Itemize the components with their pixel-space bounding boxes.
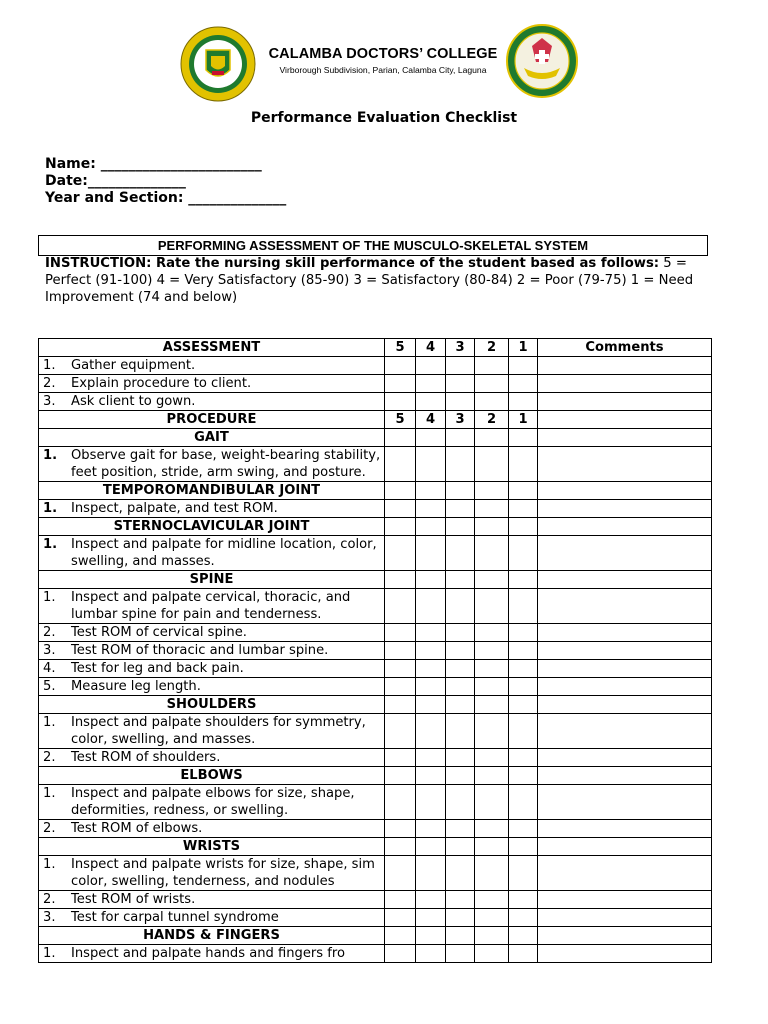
item-number: 5.	[43, 679, 56, 694]
section-score-cell[interactable]	[475, 767, 509, 785]
item-cell	[39, 642, 385, 660]
section-score-cell[interactable]	[509, 838, 538, 856]
item-cell	[39, 660, 385, 678]
item-cell	[39, 820, 385, 838]
item-text: Test ROM of wrists.	[71, 892, 196, 907]
checklist-banner: PERFORMING ASSESSMENT OF THE MUSCULO-SKELETAL SYSTEM	[38, 235, 708, 256]
item-score-cell[interactable]	[509, 785, 538, 820]
item-score-cell[interactable]	[475, 714, 509, 749]
item-text: Test for leg and back pain.	[71, 661, 244, 676]
item-score-cell[interactable]	[385, 447, 416, 482]
item-score-cell[interactable]	[446, 891, 475, 909]
item-cell	[39, 785, 385, 820]
item-text: Inspect and palpate elbows for size, shape, deformities, redness, or swelling.	[71, 786, 355, 818]
checklist-table	[38, 338, 712, 963]
document-title: Performance Evaluation Checklist	[250, 110, 518, 126]
item-score-cell[interactable]	[475, 624, 509, 642]
table-row	[39, 856, 712, 891]
item-comment-cell[interactable]	[538, 357, 712, 375]
table-row	[39, 357, 712, 375]
item-score-cell[interactable]	[475, 357, 509, 375]
section-score-cell[interactable]	[446, 518, 475, 536]
header-score-2: 2	[475, 339, 509, 357]
section-score-cell[interactable]	[446, 927, 475, 945]
college-address: Virborough Subdivision, Parian, Calamba City, Laguna	[279, 65, 487, 75]
item-score-cell[interactable]	[385, 749, 416, 767]
item-number: 4.	[43, 661, 56, 676]
item-number: 2.	[43, 625, 56, 640]
item-score-cell[interactable]	[509, 660, 538, 678]
section-comment-cell[interactable]	[538, 838, 712, 856]
item-score-cell[interactable]	[385, 660, 416, 678]
section-score-cell[interactable]	[416, 571, 446, 589]
table-row	[39, 820, 712, 838]
section-comment-cell[interactable]	[538, 927, 712, 945]
assessment-header-row	[39, 339, 712, 357]
item-score-cell[interactable]	[446, 500, 475, 518]
item-score-cell[interactable]	[446, 447, 475, 482]
section-title: STERNOCLAVICULAR JOINT	[39, 518, 385, 536]
section-score-cell[interactable]	[509, 767, 538, 785]
item-score-cell[interactable]	[385, 393, 416, 411]
item-number: 3.	[43, 910, 56, 925]
item-score-cell[interactable]	[416, 785, 446, 820]
section-score-cell[interactable]	[509, 429, 538, 447]
item-score-cell[interactable]	[416, 624, 446, 642]
item-score-cell[interactable]	[416, 678, 446, 696]
item-number: 1.	[43, 857, 56, 872]
item-cell	[39, 357, 385, 375]
section-score-cell[interactable]	[446, 696, 475, 714]
section-score-cell[interactable]	[416, 696, 446, 714]
item-score-cell[interactable]	[416, 500, 446, 518]
item-score-cell[interactable]	[385, 678, 416, 696]
checklist-body	[39, 339, 712, 963]
item-score-cell[interactable]	[416, 714, 446, 749]
section-row	[39, 696, 712, 714]
item-score-cell[interactable]	[475, 536, 509, 571]
item-number: 2.	[43, 892, 56, 907]
item-number: 1.	[43, 358, 56, 373]
item-comment-cell[interactable]	[538, 447, 712, 482]
item-score-cell[interactable]	[509, 820, 538, 838]
item-number: 3.	[43, 643, 56, 658]
instruction-label: INSTRUCTION:	[45, 256, 152, 271]
section-title: WRISTS	[39, 838, 385, 856]
section-score-cell[interactable]	[509, 571, 538, 589]
item-score-cell[interactable]	[475, 393, 509, 411]
item-score-cell[interactable]	[416, 642, 446, 660]
section-score-cell[interactable]	[385, 927, 416, 945]
item-score-cell[interactable]	[475, 660, 509, 678]
item-score-cell[interactable]	[446, 536, 475, 571]
table-row	[39, 642, 712, 660]
section-row	[39, 767, 712, 785]
college-seal-left-icon	[180, 26, 256, 102]
name-field: Name: _______________________	[45, 156, 262, 172]
table-row	[39, 393, 712, 411]
instruction-text	[45, 255, 735, 306]
item-cell	[39, 500, 385, 518]
item-score-cell[interactable]	[385, 536, 416, 571]
section-row	[39, 838, 712, 856]
item-score-cell[interactable]	[446, 749, 475, 767]
item-cell	[39, 891, 385, 909]
section-comment-cell[interactable]	[538, 571, 712, 589]
item-score-cell[interactable]	[416, 447, 446, 482]
item-score-cell[interactable]	[475, 447, 509, 482]
item-number: 3.	[43, 394, 56, 409]
item-score-cell[interactable]	[416, 357, 446, 375]
table-row	[39, 624, 712, 642]
item-cell	[39, 393, 385, 411]
item-number: 1.	[43, 786, 56, 801]
item-score-cell[interactable]	[416, 375, 446, 393]
section-score-cell[interactable]	[475, 518, 509, 536]
section-row	[39, 482, 712, 500]
item-score-cell[interactable]	[416, 589, 446, 624]
item-score-cell[interactable]	[509, 678, 538, 696]
table-row	[39, 909, 712, 927]
section-score-cell[interactable]	[416, 482, 446, 500]
item-number: 1.	[43, 448, 58, 463]
item-score-cell[interactable]	[475, 375, 509, 393]
item-score-cell[interactable]	[509, 945, 538, 963]
table-row	[39, 536, 712, 571]
item-comment-cell[interactable]	[538, 678, 712, 696]
section-score-cell[interactable]	[475, 927, 509, 945]
section-score-cell[interactable]	[385, 767, 416, 785]
procedure-comment-cell	[538, 411, 712, 429]
item-comment-cell[interactable]	[538, 393, 712, 411]
table-row	[39, 749, 712, 767]
item-score-cell[interactable]	[475, 589, 509, 624]
table-row	[39, 945, 712, 963]
item-score-cell[interactable]	[509, 447, 538, 482]
header-score-3: 3	[446, 339, 475, 357]
header-procedure: PROCEDURE	[39, 411, 385, 429]
item-score-cell[interactable]	[446, 820, 475, 838]
item-score-cell[interactable]	[446, 357, 475, 375]
header-score-4: 4	[416, 339, 446, 357]
item-score-cell[interactable]	[446, 856, 475, 891]
item-score-cell[interactable]	[416, 909, 446, 927]
item-score-cell[interactable]	[446, 945, 475, 963]
item-number: 1.	[43, 946, 56, 961]
item-text: Observe gait for base, weight-bearing stability, feet position, stride, arm swing, and posture.	[71, 448, 381, 480]
table-row	[39, 714, 712, 749]
section-row	[39, 571, 712, 589]
section-score-cell[interactable]	[385, 482, 416, 500]
item-score-cell[interactable]	[475, 642, 509, 660]
item-score-cell[interactable]	[385, 357, 416, 375]
item-score-cell[interactable]	[475, 749, 509, 767]
item-score-cell[interactable]	[509, 375, 538, 393]
item-score-cell[interactable]	[509, 749, 538, 767]
item-comment-cell[interactable]	[538, 714, 712, 749]
section-row	[39, 518, 712, 536]
procedure-score-header: 4	[416, 411, 446, 429]
date-field: Date:______________	[45, 173, 186, 189]
table-row	[39, 660, 712, 678]
item-score-cell[interactable]	[509, 891, 538, 909]
college-name: CALAMBA DOCTORS’ COLLEGE	[268, 46, 498, 62]
item-number: 1.	[43, 501, 58, 516]
section-score-cell[interactable]	[416, 927, 446, 945]
section-score-cell[interactable]	[509, 927, 538, 945]
item-cell	[39, 714, 385, 749]
item-cell	[39, 856, 385, 891]
section-score-cell[interactable]	[475, 429, 509, 447]
section-score-cell[interactable]	[446, 429, 475, 447]
section-score-cell[interactable]	[446, 767, 475, 785]
item-cell	[39, 909, 385, 927]
item-score-cell[interactable]	[475, 785, 509, 820]
section-comment-cell[interactable]	[538, 767, 712, 785]
section-comment-cell[interactable]	[538, 696, 712, 714]
section-score-cell[interactable]	[446, 838, 475, 856]
section-title: GAIT	[39, 429, 385, 447]
item-cell	[39, 945, 385, 963]
item-score-cell[interactable]	[416, 820, 446, 838]
header-assessment: ASSESSMENT	[39, 339, 385, 357]
table-row	[39, 678, 712, 696]
year-section-field: Year and Section: ______________	[45, 190, 287, 206]
item-comment-cell[interactable]	[538, 589, 712, 624]
college-seal-right-icon	[506, 24, 578, 98]
item-text: Test ROM of elbows.	[71, 821, 203, 836]
item-score-cell[interactable]	[416, 749, 446, 767]
table-row	[39, 891, 712, 909]
item-score-cell[interactable]	[416, 856, 446, 891]
item-comment-cell[interactable]	[538, 945, 712, 963]
section-score-cell[interactable]	[416, 429, 446, 447]
section-score-cell[interactable]	[446, 571, 475, 589]
item-comment-cell[interactable]	[538, 909, 712, 927]
item-text: Gather equipment.	[71, 358, 196, 373]
section-score-cell[interactable]	[475, 482, 509, 500]
item-comment-cell[interactable]	[538, 624, 712, 642]
item-text: Inspect, palpate, and test ROM.	[71, 501, 278, 516]
item-cell	[39, 749, 385, 767]
item-score-cell[interactable]	[416, 393, 446, 411]
item-score-cell[interactable]	[385, 856, 416, 891]
section-score-cell[interactable]	[509, 482, 538, 500]
item-score-cell[interactable]	[475, 856, 509, 891]
section-comment-cell[interactable]	[538, 429, 712, 447]
item-score-cell[interactable]	[475, 909, 509, 927]
item-comment-cell[interactable]	[538, 785, 712, 820]
item-score-cell[interactable]	[416, 660, 446, 678]
item-text: Inspect and palpate wrists for size, shape, sim color, swelling, tenderness, and nodules	[71, 857, 375, 889]
item-text: Test ROM of thoracic and lumbar spine.	[71, 643, 329, 658]
item-score-cell[interactable]	[509, 393, 538, 411]
section-score-cell[interactable]	[416, 838, 446, 856]
section-title: SPINE	[39, 571, 385, 589]
header-comments: Comments	[538, 339, 712, 357]
instruction-bold: Rate the nursing skill performance of the student based as follows:	[151, 256, 660, 271]
item-score-cell[interactable]	[446, 375, 475, 393]
item-score-cell[interactable]	[446, 785, 475, 820]
item-score-cell[interactable]	[475, 945, 509, 963]
item-score-cell[interactable]	[509, 536, 538, 571]
item-comment-cell[interactable]	[538, 500, 712, 518]
section-score-cell[interactable]	[385, 696, 416, 714]
item-text: Measure leg length.	[71, 679, 201, 694]
item-comment-cell[interactable]	[538, 375, 712, 393]
item-text: Inspect and palpate for midline location, color, swelling, and masses.	[71, 537, 377, 569]
item-score-cell[interactable]	[385, 589, 416, 624]
table-row	[39, 589, 712, 624]
header-score-5: 5	[385, 339, 416, 357]
item-cell	[39, 678, 385, 696]
procedure-header-row	[39, 411, 712, 429]
item-score-cell[interactable]	[385, 624, 416, 642]
item-score-cell[interactable]	[475, 678, 509, 696]
section-score-cell[interactable]	[416, 767, 446, 785]
section-score-cell[interactable]	[385, 838, 416, 856]
item-text: Inspect and palpate cervical, thoracic, and lumbar spine for pain and tenderness.	[71, 590, 351, 622]
procedure-score-header: 5	[385, 411, 416, 429]
section-title: HANDS & FINGERS	[39, 927, 385, 945]
item-cell	[39, 536, 385, 571]
item-score-cell[interactable]	[385, 891, 416, 909]
item-score-cell[interactable]	[446, 714, 475, 749]
section-score-cell[interactable]	[385, 571, 416, 589]
item-score-cell[interactable]	[385, 642, 416, 660]
item-score-cell[interactable]	[446, 393, 475, 411]
item-text: Inspect and palpate hands and fingers fro	[71, 946, 346, 961]
section-comment-cell[interactable]	[538, 518, 712, 536]
procedure-score-header: 2	[475, 411, 509, 429]
section-score-cell[interactable]	[475, 696, 509, 714]
item-cell	[39, 447, 385, 482]
item-comment-cell[interactable]	[538, 536, 712, 571]
item-score-cell[interactable]	[385, 945, 416, 963]
item-score-cell[interactable]	[446, 589, 475, 624]
item-score-cell[interactable]	[446, 678, 475, 696]
item-score-cell[interactable]	[475, 500, 509, 518]
section-score-cell[interactable]	[385, 518, 416, 536]
section-row	[39, 927, 712, 945]
item-cell	[39, 624, 385, 642]
item-comment-cell[interactable]	[538, 749, 712, 767]
item-score-cell[interactable]	[416, 891, 446, 909]
section-title: TEMPOROMANDIBULAR JOINT	[39, 482, 385, 500]
section-score-cell[interactable]	[475, 838, 509, 856]
section-score-cell[interactable]	[416, 518, 446, 536]
item-comment-cell[interactable]	[538, 820, 712, 838]
item-score-cell[interactable]	[416, 536, 446, 571]
item-score-cell[interactable]	[509, 357, 538, 375]
table-row	[39, 447, 712, 482]
procedure-score-header: 1	[509, 411, 538, 429]
item-text: Test ROM of shoulders.	[71, 750, 221, 765]
item-comment-cell[interactable]	[538, 856, 712, 891]
item-text: Explain procedure to client.	[71, 376, 252, 391]
section-title: SHOULDERS	[39, 696, 385, 714]
item-score-cell[interactable]	[509, 856, 538, 891]
item-text: Ask client to gown.	[71, 394, 196, 409]
section-score-cell[interactable]	[509, 518, 538, 536]
college-header	[258, 46, 508, 75]
item-score-cell[interactable]	[509, 589, 538, 624]
item-score-cell[interactable]	[385, 785, 416, 820]
item-score-cell[interactable]	[416, 945, 446, 963]
item-number: 2.	[43, 750, 56, 765]
item-number: 2.	[43, 821, 56, 836]
item-score-cell[interactable]	[385, 714, 416, 749]
item-text: Test ROM of cervical spine.	[71, 625, 247, 640]
section-row	[39, 429, 712, 447]
table-row	[39, 785, 712, 820]
section-score-cell[interactable]	[385, 429, 416, 447]
item-text: Test for carpal tunnel syndrome	[71, 910, 279, 925]
header-score-1: 1	[509, 339, 538, 357]
item-number: 1.	[43, 590, 56, 605]
item-score-cell[interactable]	[446, 909, 475, 927]
item-number: 1.	[43, 715, 56, 730]
procedure-score-header: 3	[446, 411, 475, 429]
table-row	[39, 500, 712, 518]
section-score-cell[interactable]	[446, 482, 475, 500]
item-comment-cell[interactable]	[538, 642, 712, 660]
table-row	[39, 375, 712, 393]
section-score-cell[interactable]	[475, 571, 509, 589]
item-cell	[39, 375, 385, 393]
item-score-cell[interactable]	[446, 642, 475, 660]
item-score-cell[interactable]	[385, 820, 416, 838]
item-text: Inspect and palpate shoulders for symmetry, color, swelling, and masses.	[71, 715, 366, 747]
section-score-cell[interactable]	[509, 696, 538, 714]
item-score-cell[interactable]	[446, 660, 475, 678]
item-score-cell[interactable]	[385, 909, 416, 927]
item-score-cell[interactable]	[385, 500, 416, 518]
item-score-cell[interactable]	[509, 714, 538, 749]
item-comment-cell[interactable]	[538, 660, 712, 678]
item-cell	[39, 589, 385, 624]
item-score-cell[interactable]	[446, 624, 475, 642]
item-number: 2.	[43, 376, 56, 391]
section-title: ELBOWS	[39, 767, 385, 785]
item-score-cell[interactable]	[509, 909, 538, 927]
item-comment-cell[interactable]	[538, 891, 712, 909]
item-score-cell[interactable]	[475, 891, 509, 909]
item-number: 1.	[43, 537, 58, 552]
section-comment-cell[interactable]	[538, 482, 712, 500]
item-score-cell[interactable]	[509, 624, 538, 642]
item-score-cell[interactable]	[385, 375, 416, 393]
item-score-cell[interactable]	[509, 500, 538, 518]
item-score-cell[interactable]	[475, 820, 509, 838]
item-score-cell[interactable]	[509, 642, 538, 660]
instruction-scale: 5 = Perfect (91-100) 4 = Very Satisfactory (85-90) 3 = Satisfactory (80-84) 2 = Poor (79-75) 1 = Need Improvement (74 and below)	[45, 256, 694, 305]
